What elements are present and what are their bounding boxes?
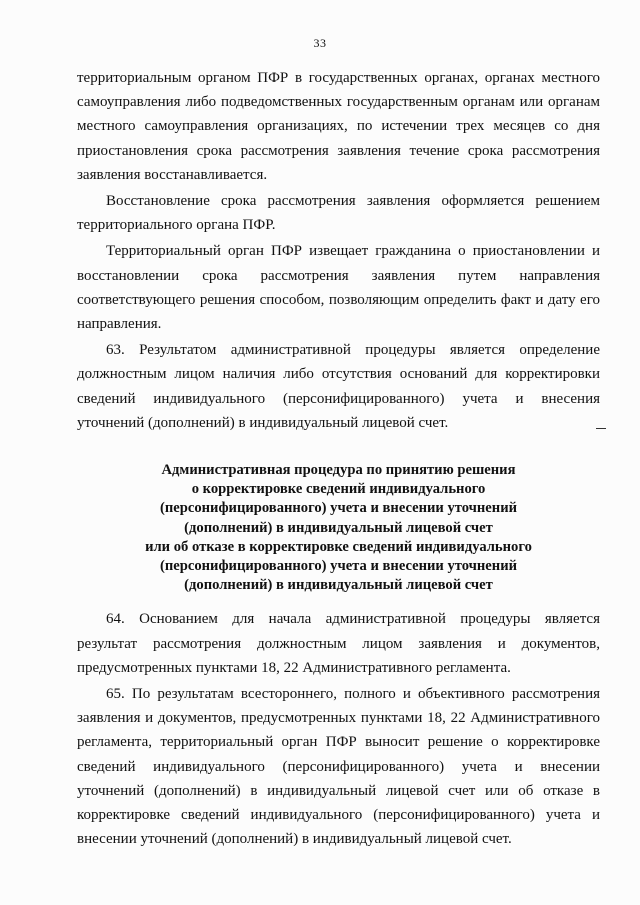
- section-heading-line: или об отказе в корректировке сведений индивидуального: [145, 538, 532, 555]
- paragraph: территориальным органом ПФР в государственных органах, органах местного самоуправления либо подведомственных государственным органам или органам местного самоуправления организациях, по истечении трех месяцев со дня приостановления срока рассмотрения заявления течение срока рассмотрения заявления восстанавливается.: [77, 70, 600, 183]
- section-heading-line: (дополнений) в индивидуальный лицевой счет: [184, 519, 493, 536]
- section-heading-line: о корректировке сведений индивидуального: [191, 481, 486, 498]
- paragraph: 63. Результатом административной процедуры является определение должностным лицом наличия либо отсутствия оснований для корректировки сведений индивидуального (персонифицированного) учета и внесения уточнений (дополнений) в индивидуальный лицевой счет.: [77, 342, 600, 431]
- section-heading-line: Административная процедура по принятию решения: [161, 462, 516, 479]
- section-heading: [77, 461, 600, 595]
- scan-artifact-mark: [596, 428, 606, 429]
- paragraph: Восстановление срока рассмотрения заявления оформляется решением территориального органа ПФР.: [77, 193, 600, 234]
- paragraph: Территориальный орган ПФР извещает гражданина о приостановлении и восстановлении срока рассмотрения заявления путем направления соответствующего решения способом, позволяющим определить факт и дату его направления.: [77, 243, 600, 333]
- document-body: [77, 66, 600, 852]
- section-heading-line: (персонифицированного) учета и внесении уточнений: [159, 558, 518, 575]
- paragraph: 65. По результатам всестороннего, полного и объективного рассмотрения заявления и документов, предусмотренных пунктами 18, 22 Административного регламента, территориальный орган ПФР выносит решение о корректировке сведений индивидуального (персонифицированного) учета и внесении уточнений (дополнений) в индивидуальный лицевой счет или об отказе в корректировке сведений индивидуального (персонифицированного) учета и внесении уточнений (дополнений) в индивидуальный лицевой счет.: [77, 686, 600, 848]
- section-heading-line: (дополнений) в индивидуальный лицевой счет: [184, 577, 493, 594]
- page-number: 33: [313, 36, 327, 50]
- section-heading-line: (персонифицированного) учета и внесении уточнений: [159, 500, 518, 517]
- paragraph: 64. Основанием для начала административной процедуры является результат рассмотрения должностным лицом заявления и документов, предусмотренных пунктами 18, 22 Административного регламента.: [77, 611, 600, 676]
